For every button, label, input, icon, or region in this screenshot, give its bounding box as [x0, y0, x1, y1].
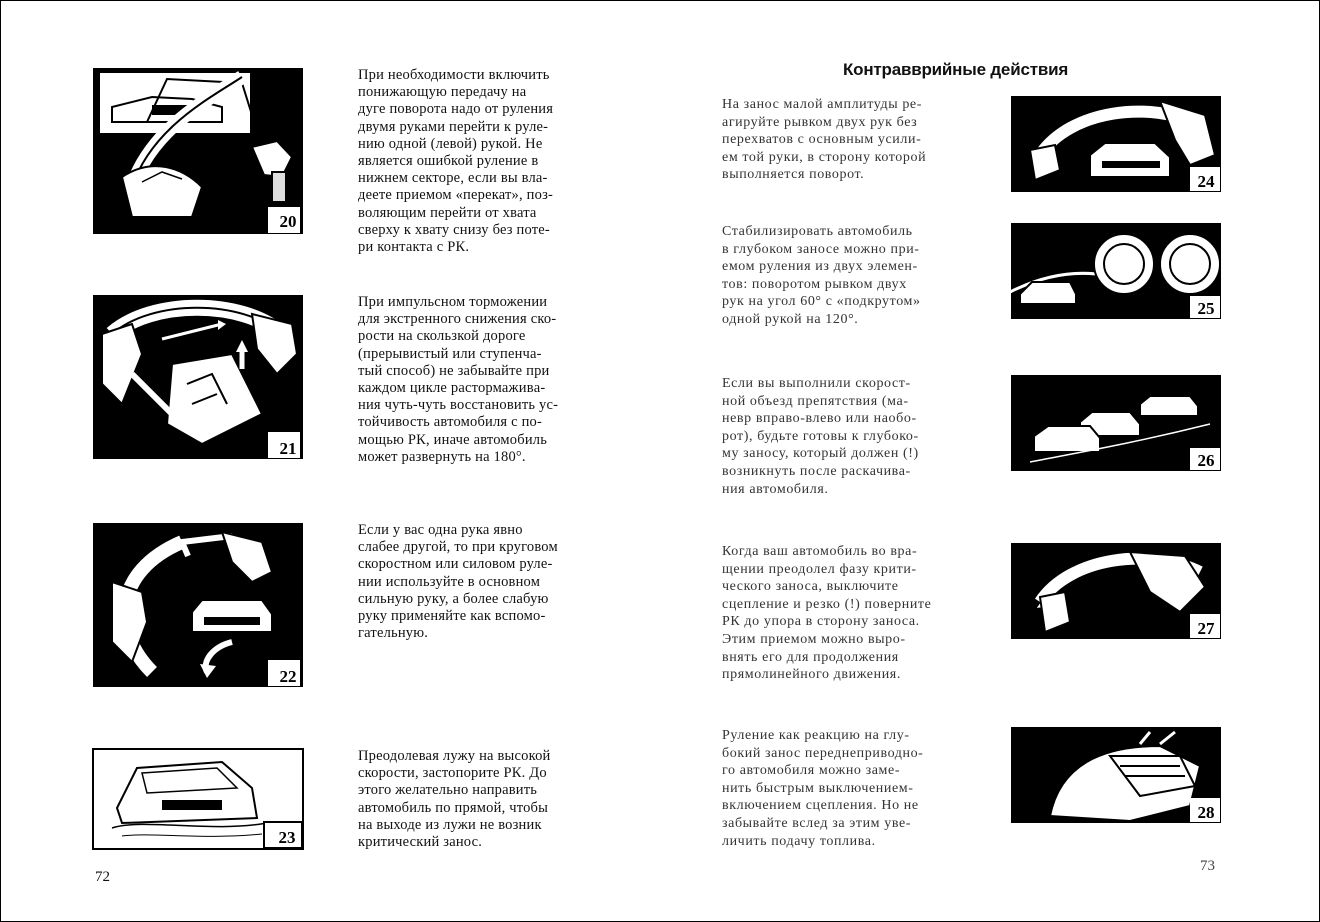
skid-illustration-25	[1010, 222, 1222, 320]
figure-number-23: 23	[278, 828, 296, 847]
car-puddle-illustration-23	[92, 748, 304, 850]
right-paragraph-1: На занос малой амплитуды ре- агируйте рывком двух рук без перехватов с основным усили- ем той руки, в сторону которой выполняется поворот.	[722, 97, 927, 183]
figure-27	[1010, 542, 1222, 640]
left-paragraph-3: Если у вас одна рука явно слабее другой, то при круговом скоростном или силовом руле- нии используйте в основном сильную руку, а более слабую руку применяйте как вспомо- гательную.	[358, 522, 558, 642]
figure-28	[1010, 726, 1222, 824]
pedal-illustration-28	[1010, 726, 1222, 824]
figure-24	[1010, 95, 1222, 193]
cars-maneuver-illustration-26	[1010, 374, 1222, 472]
right-page-number: 73	[1200, 858, 1215, 874]
figure-number-28: 28	[1197, 803, 1215, 822]
left-paragraph-1: При необходимости включить понижающую передачу на дуге поворота надо от руления двумя руками перейти к руле- нию одной (левой) рукой. Не является ошибкой руление в нижнем секторе, если вы вла- деете приемом «перекат», поз- воляющим перейти от хвата сверху к хвату снизу без поте- ри контакта с РК.	[358, 67, 554, 256]
right-paragraph-3: Если вы выполнили скорост- ной объезд препятствия (ма- невр вправо-влево или наобо- рот), будьте готовы к глубоко- му заносу, который должен (!) возникнуть после раскачива- ния автомобиля.	[722, 376, 919, 497]
figure-number-27: 27	[1197, 619, 1215, 638]
steering-illustration-20	[92, 67, 304, 235]
figure-number-25: 25	[1197, 299, 1215, 318]
steering-illustration-22	[92, 522, 304, 688]
figure-number-24: 24	[1197, 172, 1215, 191]
left-page-number: 72	[95, 869, 110, 885]
steering-illustration-24	[1010, 95, 1222, 193]
steering-illustration-21	[92, 294, 304, 460]
left-paragraph-2: При импульсном торможении для экстренного снижения ско- рости на скользкой дороге (прерывистый или ступенча- тый способ) не забывайте при каждом цикле растормаживa- ния чуть-чуть восстановить ус- тойчивость автомобиля с по- мощью РК, иначе автомобиль может развернуть на 180°.	[358, 294, 559, 465]
figure-number-26: 26	[1197, 451, 1215, 470]
right-paragraph-4: Когда ваш автомобиль во вра- щении преодолел фазу крити- ческого заноса, выключите сцепление и резко (!) поверните РК до упора в сторону заноса. Этим приемом можно выро- внять его для продолжения прямолинейного движения.	[722, 544, 932, 683]
figure-23	[92, 748, 304, 850]
figure-number-22: 22	[279, 667, 297, 686]
figure-number-21: 21	[279, 439, 297, 458]
figure-number-20: 20	[279, 212, 297, 231]
right-page-title: Контраввpийные действия	[843, 60, 1069, 79]
steering-illustration-27	[1010, 542, 1222, 640]
figure-26	[1010, 374, 1222, 472]
figure-20	[92, 67, 304, 235]
left-paragraph-4: Преодолевая лужу на высокой скорости, застопорите РК. До этого желательно направить автомобиль по прямой, чтобы на выходе из лужи не возник критический занос.	[358, 748, 551, 851]
figure-22	[92, 522, 304, 688]
figure-25	[1010, 222, 1222, 320]
figure-21	[92, 294, 304, 460]
right-paragraph-5: Руление как реакцию на глу- бокий занос переднеприводно- го автомобиля можно заме- нить быстрым выключением- включением сцепления. Но не забывайте вслед за этим уве- личить подачу топлива.	[722, 728, 924, 849]
right-paragraph-2: Стабилизировать автомобиль в глубоком заносе можно при- емом руления из двух элемен- тов: поворотом рывком двух рук на угол 60° с «подкрутом» одной рукой на 120°.	[722, 224, 921, 327]
